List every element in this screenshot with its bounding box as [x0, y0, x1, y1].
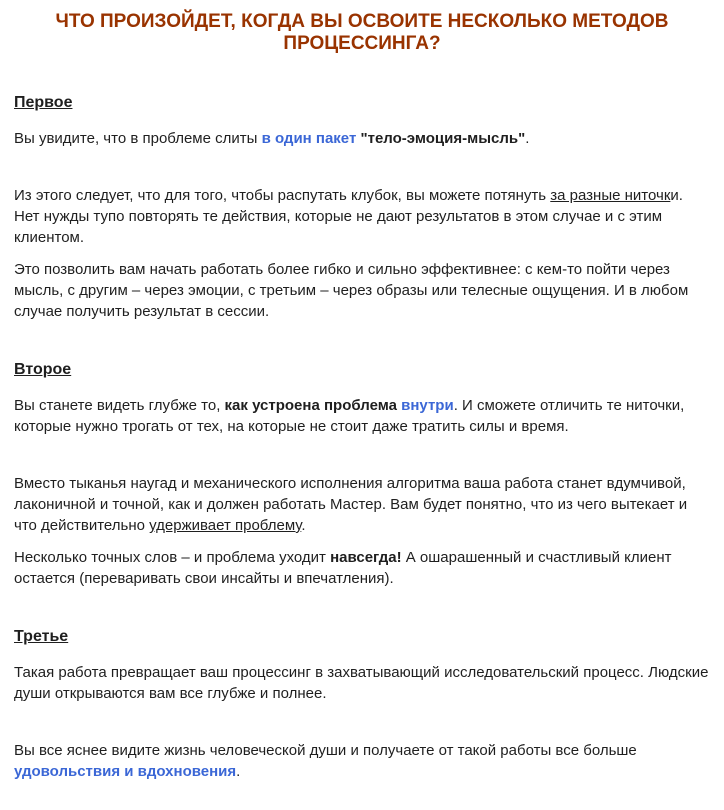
text-run-normal: . И сможете отличить те ниточки, которые нужно трогать от тех, на которые не стоит даже тратить силы и время.	[14, 397, 685, 435]
section-third	[14, 627, 710, 782]
text-run-normal: А ошарашенный и счастливый клиент остается (переваривать свои инсайты и впечатления).	[14, 549, 672, 587]
paragraph	[14, 259, 710, 322]
section-second	[14, 360, 710, 589]
text-run-normal: .	[236, 763, 241, 780]
section-heading-first: Первое	[14, 94, 73, 111]
text-run-normal: Вы все яснее видите жизнь человеческой души и получаете от такой работы все больше	[14, 742, 637, 759]
paragraph	[14, 395, 710, 437]
section-first	[14, 93, 710, 322]
text-run-bold-blue: внутри	[401, 397, 454, 414]
paragraph	[14, 547, 710, 589]
text-run-normal: .	[301, 517, 306, 534]
text-run-normal: Вы станете видеть глубже то,	[14, 397, 225, 414]
paragraph	[14, 473, 710, 536]
page-title: ЧТО ПРОИЗОЙДЕТ, КОГДА ВЫ ОСВОИТЕ НЕСКОЛЬКО МЕТОДОВ ПРОЦЕССИНГА?	[55, 11, 669, 54]
text-run-normal: .	[525, 130, 530, 147]
text-run-normal: и. Нет нужды тупо повторять те действия, которые не дают результатов в этом случае и с этим клиентом.	[14, 187, 683, 246]
text-run-normal: Такая работа превращает ваш процессинг в захватывающий исследовательский процесс. Людские души открываются вам все глубже и полнее.	[14, 664, 709, 702]
paragraph	[14, 662, 710, 704]
paragraph	[14, 740, 710, 782]
text-run-bold: как устроена проблема	[224, 397, 397, 414]
section-heading-third: Третье	[14, 628, 69, 645]
text-run-underline: удерживает проблему	[149, 517, 302, 534]
text-run-bold-blue: в один пакет	[261, 130, 357, 147]
text-run-normal: Вместо тыканья наугад и механического исполнения алгоритма ваша работа станет вдумчивой, лаконичной и точной, как и должен работать Мастер. Вам будет понятно, что из чего вытекает и что действительно	[14, 475, 688, 534]
paragraph	[14, 128, 710, 149]
text-run-normal: Вы увидите, что в проблеме слиты	[14, 130, 262, 147]
text-run-bold-blue: удовольствия и вдохновения	[14, 763, 237, 780]
text-run-normal: Несколько точных слов – и проблема уходит	[14, 549, 331, 566]
text-run-normal: Из этого следует, что для того, чтобы распутать клубок, вы можете потянуть	[14, 187, 551, 204]
text-run-bold: "тело-эмоция-мысль"	[360, 130, 526, 147]
text-run-normal: Это позволить вам начать работать более гибко и сильно эффективнее: с кем-то пойти через мысль, с другим – через эмоции, с третьим – через образы или телесные ощущения. И в любом случае получить результат в сессии.	[14, 261, 689, 320]
text-run-bold: навсегда!	[330, 549, 402, 566]
paragraph	[14, 185, 710, 248]
section-heading-second: Второе	[14, 361, 72, 378]
text-run-underline: за разные ниточк	[550, 187, 671, 204]
